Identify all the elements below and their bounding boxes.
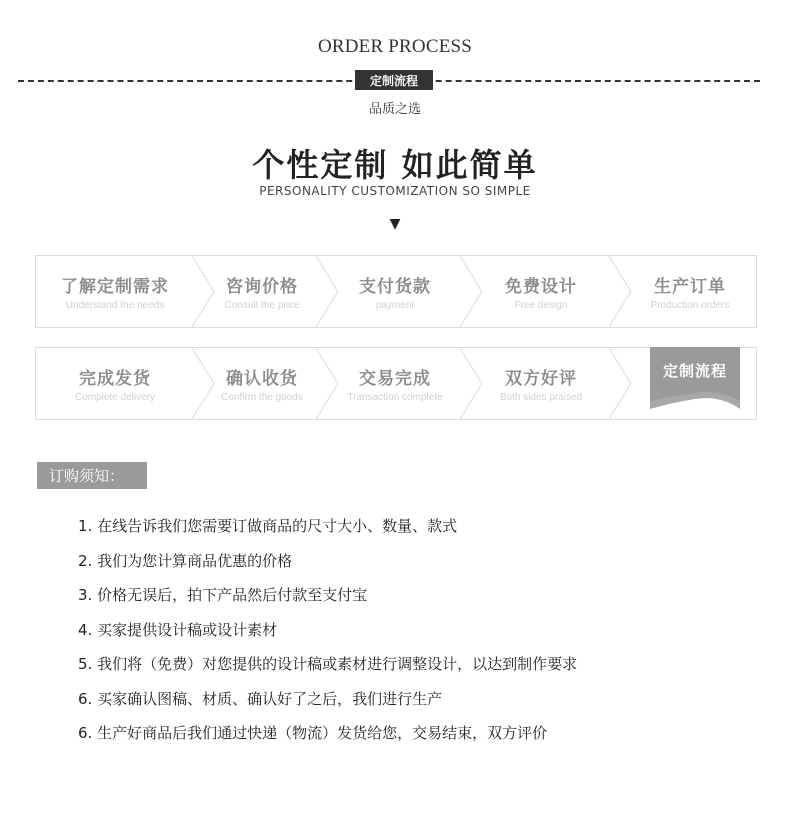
list-item: 5. 我们将（免费）对您提供的设计稿或素材进行调整设计，以达到制作要求 xyxy=(78,655,578,673)
step-label: 完成发货 xyxy=(79,369,151,389)
step-complete-delivery xyxy=(36,348,194,419)
step-both-praised xyxy=(474,348,608,419)
step-production-orders xyxy=(623,256,757,327)
step-sublabel: Free design xyxy=(514,300,568,311)
step-sublabel: Consult the price xyxy=(224,300,300,311)
headline-en: PERSONALITY CUSTOMIZATION SO SIMPLE xyxy=(259,184,531,198)
badge-label: 定制流程 xyxy=(662,362,727,380)
step-label: 确认收货 xyxy=(226,369,298,389)
list-item: 6. 买家确认图稿、材质、确认好了之后，我们进行生产 xyxy=(78,689,443,708)
section-tag: 定制流程 xyxy=(355,70,433,90)
step-label: 了解定制需求 xyxy=(61,277,169,297)
step-transaction-complete xyxy=(330,348,460,419)
chevron-right-icon xyxy=(609,348,633,419)
step-label: 双方好评 xyxy=(505,369,577,389)
notice-heading: 订购须知： xyxy=(37,462,147,489)
step-free-design xyxy=(474,256,608,327)
step-understand-needs xyxy=(36,256,194,327)
step-label: 咨询价格 xyxy=(226,277,298,297)
step-sublabel: Transaction complete xyxy=(347,392,443,403)
list-item: 4. 买家提供设计稿或设计素材 xyxy=(78,620,278,639)
list-item: 6. 生产好商品后我们通过快递（物流）发货给您，交易结束，双方评价 xyxy=(78,724,548,742)
step-sublabel: payment xyxy=(375,300,415,311)
step-sublabel: Production orders xyxy=(650,300,730,311)
step-sublabel: Confirm the goods xyxy=(221,392,303,403)
step-confirm-goods xyxy=(206,348,318,419)
step-consult-price xyxy=(206,256,318,327)
process-row-1 xyxy=(35,255,757,328)
step-sublabel: Understand the needs xyxy=(65,300,165,311)
list-item: 1. 在线告诉我们您需要订做商品的尺寸大小、数量、款式 xyxy=(78,517,458,535)
step-label: 生产订单 xyxy=(654,277,726,297)
step-label: 免费设计 xyxy=(505,277,577,297)
step-label: 支付货款 xyxy=(359,277,431,297)
process-row-2 xyxy=(35,347,757,420)
arrow-down-icon: ▼ xyxy=(389,216,401,232)
step-payment xyxy=(330,256,460,327)
order-process-title: ORDER PROCESS xyxy=(317,36,473,57)
list-item: 2. 我们为您计算商品优惠的价格 xyxy=(78,551,293,570)
step-label: 交易完成 xyxy=(359,369,431,389)
headline-cn: 个性定制 如此简单 xyxy=(252,146,538,184)
step-sublabel: Complete delivery xyxy=(74,392,156,403)
section-subtitle: 品质之选 xyxy=(368,102,421,117)
list-item: 3. 价格无误后，拍下产品然后付款至支付宝 xyxy=(78,586,368,604)
notice-list xyxy=(78,513,577,755)
step-sublabel: Both sides praised xyxy=(499,392,583,403)
